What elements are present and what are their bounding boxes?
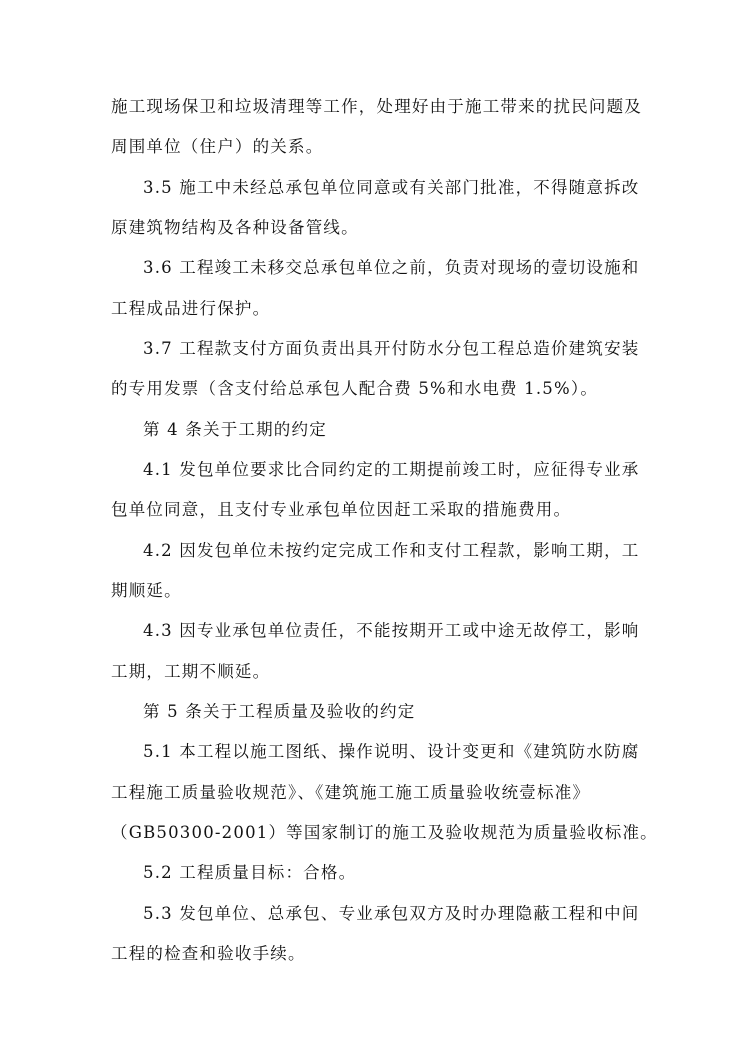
text-line: 工程成品进行保护。	[111, 299, 271, 318]
text-line: 包单位同意，且支付专业承包单位因赶工采取的措施费用。	[111, 500, 572, 519]
text-line: 原建筑物结构及各种设备管线。	[111, 218, 359, 237]
section-heading: 第 4 条关于工期的约定	[143, 420, 327, 439]
text-line: （GB50300-2001）等国家制订的施工及验收规范为质量验收标准。	[111, 823, 658, 842]
text-line: 工期，工期不顺延。	[111, 662, 271, 681]
text-line: 5.2 工程质量目标：合格。	[143, 863, 357, 882]
text-line: 工程的检查和验收手续。	[111, 944, 306, 963]
text-line: 期顺延。	[111, 581, 182, 600]
text-line: 5.3 发包单位、总承包、专业承包双方及时办理隐蔽工程和中间	[143, 904, 640, 923]
text-line: 4.2 因发包单位未按约定完成工作和支付工程款，影响工期，工	[143, 541, 640, 560]
text-line: 3.6 工程竣工未移交总承包单位之前，负责对现场的壹切设施和	[143, 258, 640, 277]
text-line: 5.1 本工程以施工图纸、操作说明、设计变更和《建筑防水防腐	[143, 742, 640, 761]
text-line: 工程施工质量验收规范》、《建筑施工施工质量验收统壹标准》	[111, 783, 591, 802]
text-line: 4.3 因专业承包单位责任，不能按期开工或中途无故停工，影响	[143, 621, 640, 640]
section-heading: 第 5 条关于工程质量及验收的约定	[143, 702, 416, 721]
text-line: 4.1 发包单位要求比合同约定的工期提前竣工时，应征得专业承	[143, 460, 640, 479]
text-line: 3.5 施工中未经总承包单位同意或有关部门批准，不得随意拆改	[143, 178, 640, 197]
text-line: 的专用发票（含支付给总承包人配合费 5%和水电费 1.5%）。	[111, 379, 599, 398]
text-line: 3.7 工程款支付方面负责出具开付防水分包工程总造价建筑安装	[143, 339, 640, 358]
text-line: 周围单位（住户）的关系。	[111, 137, 324, 156]
text-line: 施工现场保卫和垃圾清理等工作，处理好由于施工带来的扰民问题及	[111, 97, 642, 116]
